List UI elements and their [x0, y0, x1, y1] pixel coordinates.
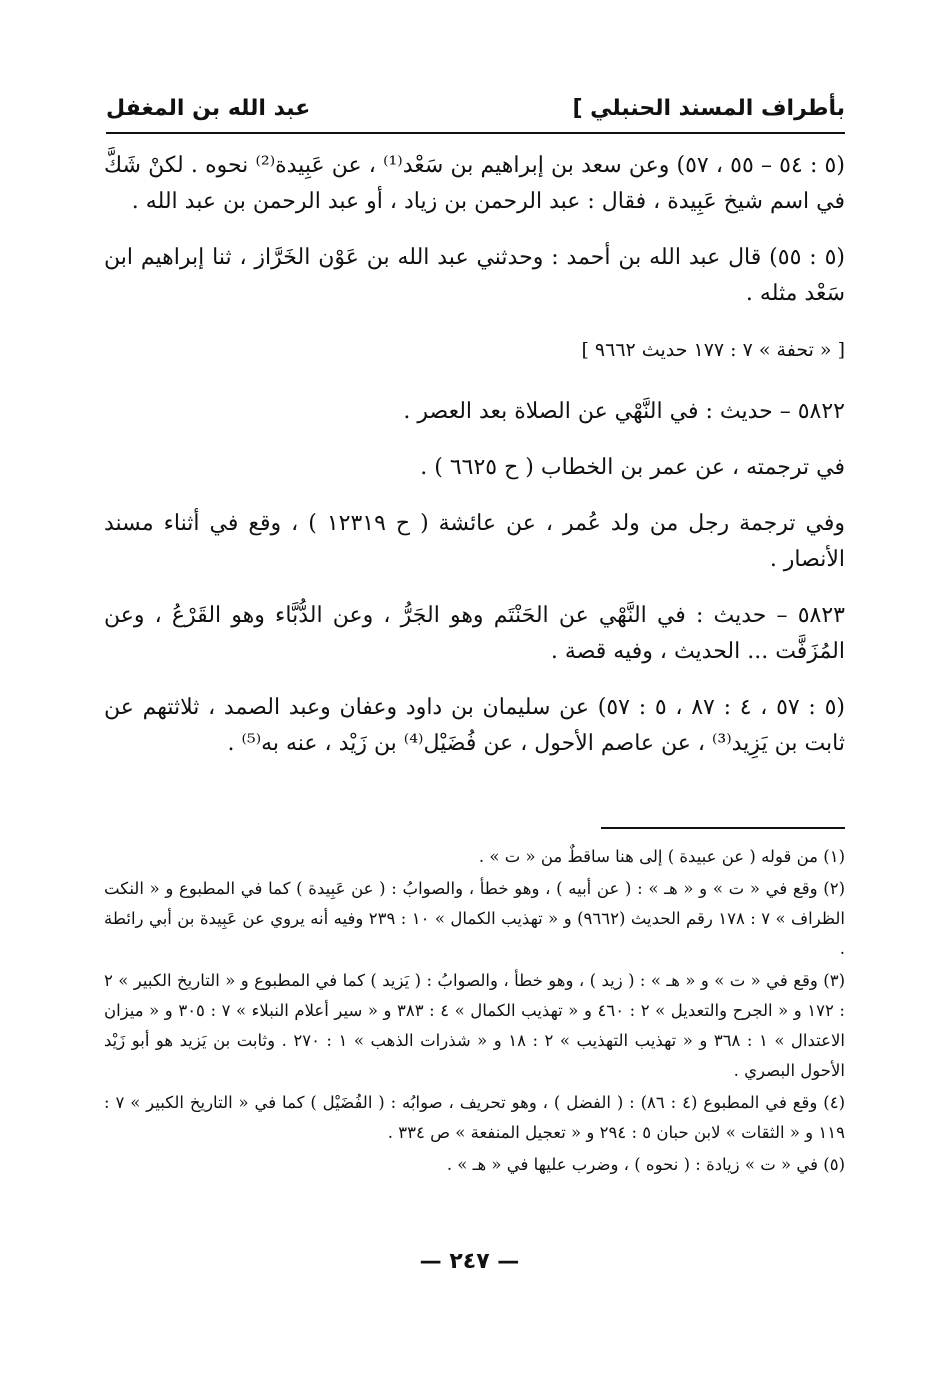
hadith-5823-heading: ٥٨٢٣ – حديث : في النَّهْي عن الحَنْتَم وهو الجَرُّ ، وعن الدُّبَّاء وهو القَرْعُ ، وعن المُزَفَّت ... الحديث ، وفيه قصة . [104, 603, 845, 664]
paragraph-cross-ref-2: وفي ترجمة رجل من ولد عُمر ، عن عائشة ( ح ١٢٣١٩ ) ، وقع في أثناء مسند الأنصار . [104, 511, 845, 572]
book-title: بأطراف المسند الحنبلي ] [572, 96, 845, 121]
footnote-5: (٥) في « ت » زيادة : ( نحوه ) ، وضرب عليها في « هـ » . [446, 1155, 845, 1174]
paragraph-isnad-3: (٥ : ٥٧ ، ٤ : ٨٧ ، ٥ : ٥٧) عن سليمان بن داود وعفان وعبد الصمد ، ثلاثتهم عن ثابت بن يَزِيد⁽³⁾ ، عن عاصم الأحول ، عن فُضَيْل⁽⁴⁾ بن زَيْد ، عنه به⁽⁵⁾ . [104, 695, 845, 756]
paragraph-isnad-2: (٥ : ٥٥) قال عبد الله بن أحمد : وحدثني عبد الله بن عَوْن الخَرَّاز ، ثنا إبراهيم ابن سَعْد مثله . [104, 245, 845, 306]
footnote-4: (٤) وقع في المطبوع (٤ : ٨٦) : ( الفضل ) ، وهو تحريف ، صوابُه : ( الفُضَيْل ) كما في « التاريخ الكبير » ٧ : ١١٩ و « الثقات » لابن حبان ٥ : ٢٩٤ و « تعجيل المنفعة » ص ٣٣٤ . [104, 1093, 845, 1142]
footnote-1: (١) من قوله ( عن عبيدة ) إلى هنا ساقطٌ من « ت » . [478, 847, 845, 866]
main-text [104, 148, 845, 782]
footnote-3: (٣) وقع في « ت » و « هـ » : ( زيد ) ، وهو خطأ ، والصوابُ : ( يَزيد ) كما في المطبوع و « التاريخ الكبير » ٢ : ١٧٢ و « الجرح والتعديل » ٢ : ٤٦٠ و « تهذيب الكمال » ٤ : ٣٨٣ و « سير أعلام النبلاء » ٧ : ٣٠٥ و « ميزان الاعتدال » ١ : ٣٦٨ و « تهذيب التهذيب » ٢ : ١٨ و « شذرات الذهب » ١ : ٢٧٠ . وثابت بن يَزيد هو أبو زَيْد الأحول البصري . [104, 971, 845, 1080]
paragraph-cross-ref-1: في ترجمته ، عن عمر بن الخطاب ( ح ٦٦٢٥ ) . [420, 455, 845, 480]
paragraph-isnad-1: (٥ : ٥٤ – ٥٥ ، ٥٧) وعن سعد بن إبراهيم بن سَعْد⁽¹⁾ ، عن عَبِيدة⁽²⁾ نحوه . لكنْ شَكَّ في اسم شيخ عَبِيدة ، فقال : عبد الرحمن بن زياد ، أو عبد الرحمن بن عبد الله . [104, 153, 845, 214]
tuhfa-reference: [ « تحفة » ٧ : ١٧٧ حديث ٩٦٦٢ ] [581, 339, 845, 361]
running-header [106, 92, 845, 134]
hadith-5822-heading: ٥٨٢٢ – حديث : في النَّهْي عن الصلاة بعد العصر . [403, 399, 845, 424]
page-number: — ٢٤٧ — [419, 1249, 520, 1274]
footnotes [104, 842, 845, 1182]
footnote-divider [601, 827, 845, 829]
chapter-title: عبد الله بن المغفل [106, 96, 311, 121]
footnote-2: (٢) وقع في « ت » و « هـ » : ( عن أبيه ) ، وهو خطأ ، والصوابُ : ( عن عَبِيدة ) كما في المطبوع و « النكت الظراف » ٧ : ١٧٨ رقم الحديث (٩٦٦٢) و « تهذيب الكمال » ١٠ : ٢٣٩ وفيه أنه يروي عن عَبِيدة بن أبي رائطة . [104, 879, 845, 958]
